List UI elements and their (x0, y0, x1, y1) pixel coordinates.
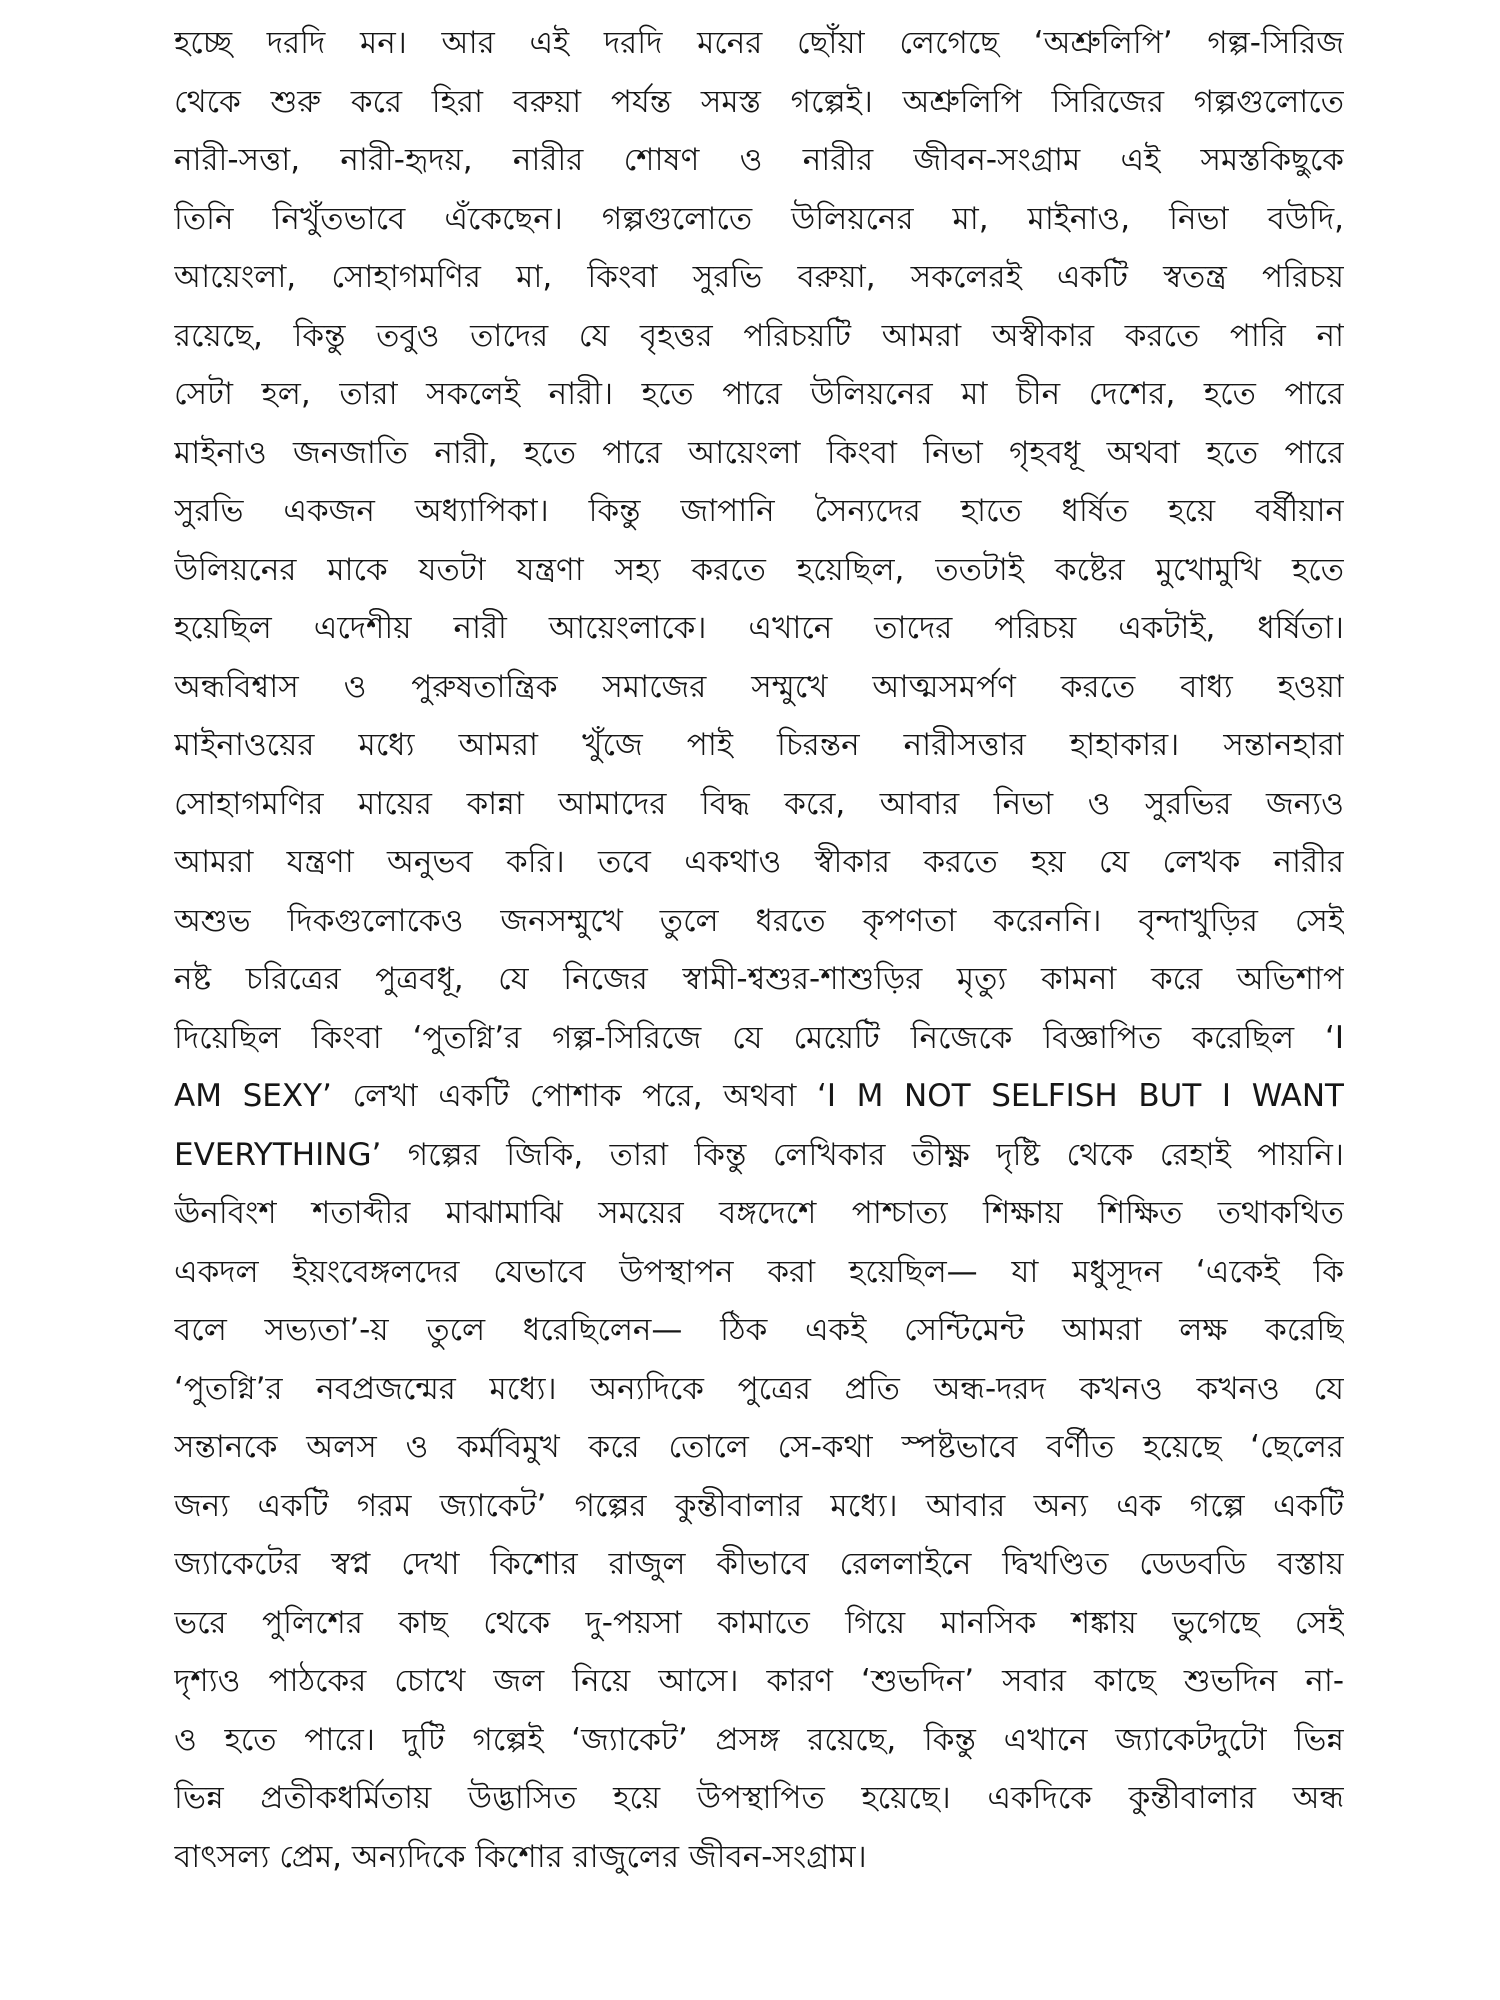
text-line: তিনি নিখুঁতভাবে এঁকেছেন। গল্পগুলোতে উলিয়নের মা, মাইনাও, নিভা বউদি, (174, 200, 1344, 237)
text-line: সেটা হল, তারা সকলেই নারী। হতে পারে উলিয়নের মা চীন দেশের, হতে পারে (174, 376, 1344, 412)
text-line: বলে সভ্যতা’-য় তুলে ধরেছিলেন— ঠিক একই সেন্টিমেন্ট আমরা লক্ষ করেছি (174, 1312, 1344, 1348)
text-line: অশুভ দিকগুলোকেও জনসম্মুখে তুলে ধরতে কৃপণতা করেননি। বৃন্দাখুড়ির সেই (174, 902, 1344, 939)
text-line: হচ্ছে দরদি মন। আর এই দরদি মনের ছোঁয়া লেগেছে ‘অশ্রুলিপি’ গল্প-সিরিজ (174, 25, 1344, 61)
text-line: নষ্ট চরিত্রের পুত্রবধূ, যে নিজের স্বামী-শ্বশুর-শাশুড়ির মৃত্যু কামনা করে অভিশাপ (174, 961, 1344, 997)
text-line: বাৎসল্য প্রেম, অন্যদিকে কিশোর রাজুলের জীবন-সংগ্রাম। (174, 1838, 867, 1875)
text-line: সুরভি একজন অধ্যাপিকা। কিন্তু জাপানি সৈন্যদের হাতে ধর্ষিত হয়ে বর্ষীয়ান (174, 493, 1344, 529)
text-line: AM SEXY’ লেখা একটি পোশাক পরে, অথবা ‘I M NOT SELFISH BUT I WANT (174, 1078, 1344, 1114)
text-line: হয়েছিল এদেশীয় নারী আয়েংলাকে। এখানে তাদের পরিচয় একটাই, ধর্ষিতা। (174, 610, 1344, 646)
text-line: রয়েছে, কিন্তু তবুও তাদের যে বৃহত্তর পরিচয়টি আমরা অস্বীকার করতে পারি না (174, 317, 1344, 354)
text-line: জ্যাকেটের স্বপ্ন দেখা কিশোর রাজুল কীভাবে রেললাইনে দ্বিখণ্ডিত ডেডবডি বস্তায় (174, 1546, 1344, 1582)
text-line: ও হতে পারে। দুটি গল্পেই ‘জ্যাকেট’ প্রসঙ্গ রয়েছে, কিন্তু এখানে জ্যাকেটদুটো ভিন্ন (174, 1721, 1344, 1758)
text-line: ‘পুতগ্নি’র নবপ্রজন্মের মধ্যে। অন্যদিকে পুত্রের প্রতি অন্ধ-দরদ কখনও কখনও যে (174, 1370, 1344, 1407)
text-line: সোহাগমণির মায়ের কান্না আমাদের বিদ্ধ করে, আবার নিভা ও সুরভির জন্যও (174, 785, 1344, 822)
text-line: জন্য একটি গরম জ্যাকেট’ গল্পের কুন্তীবালার মধ্যে। আবার অন্য এক গল্পে একটি (174, 1487, 1344, 1524)
body-text (174, 14, 1344, 1886)
text-line: ঊনবিংশ শতাব্দীর মাঝামাঝি সময়ের বঙ্গদেশে পাশ্চাত্য শিক্ষায় শিক্ষিত তথাকথিত (174, 1195, 1344, 1231)
text-line: থেকে শুরু করে হিরা বরুয়া পর্যন্ত সমস্ত গল্পেই। অশ্রুলিপি সিরিজের গল্পগুলোতে (174, 83, 1344, 120)
text-line: সন্তানকে অলস ও কর্মবিমুখ করে তোলে সে-কথা স্পষ্টভাবে বর্ণীত হয়েছে ‘ছেলের (174, 1429, 1344, 1465)
text-line: একদল ইয়ংবেঙ্গলদের যেভাবে উপস্থাপন করা হয়েছিল— যা মধুসূদন ‘একেই কি (174, 1253, 1344, 1290)
text-line: আমরা যন্ত্রণা অনুভব করি। তবে একথাও স্বীকার করতে হয় যে লেখক নারীর (174, 844, 1344, 880)
text-line: উলিয়নের মাকে যতটা যন্ত্রণা সহ্য করতে হয়েছিল, ততটাই কষ্টের মুখোমুখি হতে (174, 551, 1344, 588)
text-line: আয়েংলা, সোহাগমণির মা, কিংবা সুরভি বরুয়া, সকলেরই একটি স্বতন্ত্র পরিচয় (174, 259, 1344, 295)
text-line: মাইনাও জনজাতি নারী, হতে পারে আয়েংলা কিংবা নিভা গৃহবধূ অথবা হতে পারে (174, 434, 1344, 471)
text-line: ভরে পুলিশের কাছ থেকে দু-পয়সা কামাতে গিয়ে মানসিক শঙ্কায় ভুগেছে সেই (174, 1604, 1344, 1641)
text-line: দিয়েছিল কিংবা ‘পুতগ্নি’র গল্প-সিরিজে যে মেয়েটি নিজেকে বিজ্ঞাপিত করেছিল ‘I (174, 1019, 1344, 1056)
text-line: ভিন্ন প্রতীকধর্মিতায় উদ্ভাসিত হয়ে উপস্থাপিত হয়েছে। একদিকে কুন্তীবালার অন্ধ (174, 1780, 1344, 1816)
text-line: দৃশ্যও পাঠকের চোখে জল নিয়ে আসে। কারণ ‘শুভদিন’ সবার কাছে শুভদিন না- (174, 1663, 1344, 1699)
text-line: অন্ধবিশ্বাস ও পুরুষতান্ত্রিক সমাজের সম্মুখে আত্মসমর্পণ করতে বাধ্য হওয়া (174, 668, 1344, 705)
text-line: EVERYTHING’ গল্পের জিকি, তারা কিন্তু লেখিকার তীক্ষ্ণ দৃষ্টি থেকে রেহাই পায়নি। (174, 1136, 1344, 1173)
text-line: মাইনাওয়ের মধ্যে আমরা খুঁজে পাই চিরন্তন নারীসত্তার হাহাকার। সন্তানহারা (174, 727, 1344, 763)
text-line: নারী-সত্তা, নারী-হৃদয়, নারীর শোষণ ও নারীর জীবন-সংগ্রাম এই সমস্তকিছুকে (174, 142, 1344, 178)
